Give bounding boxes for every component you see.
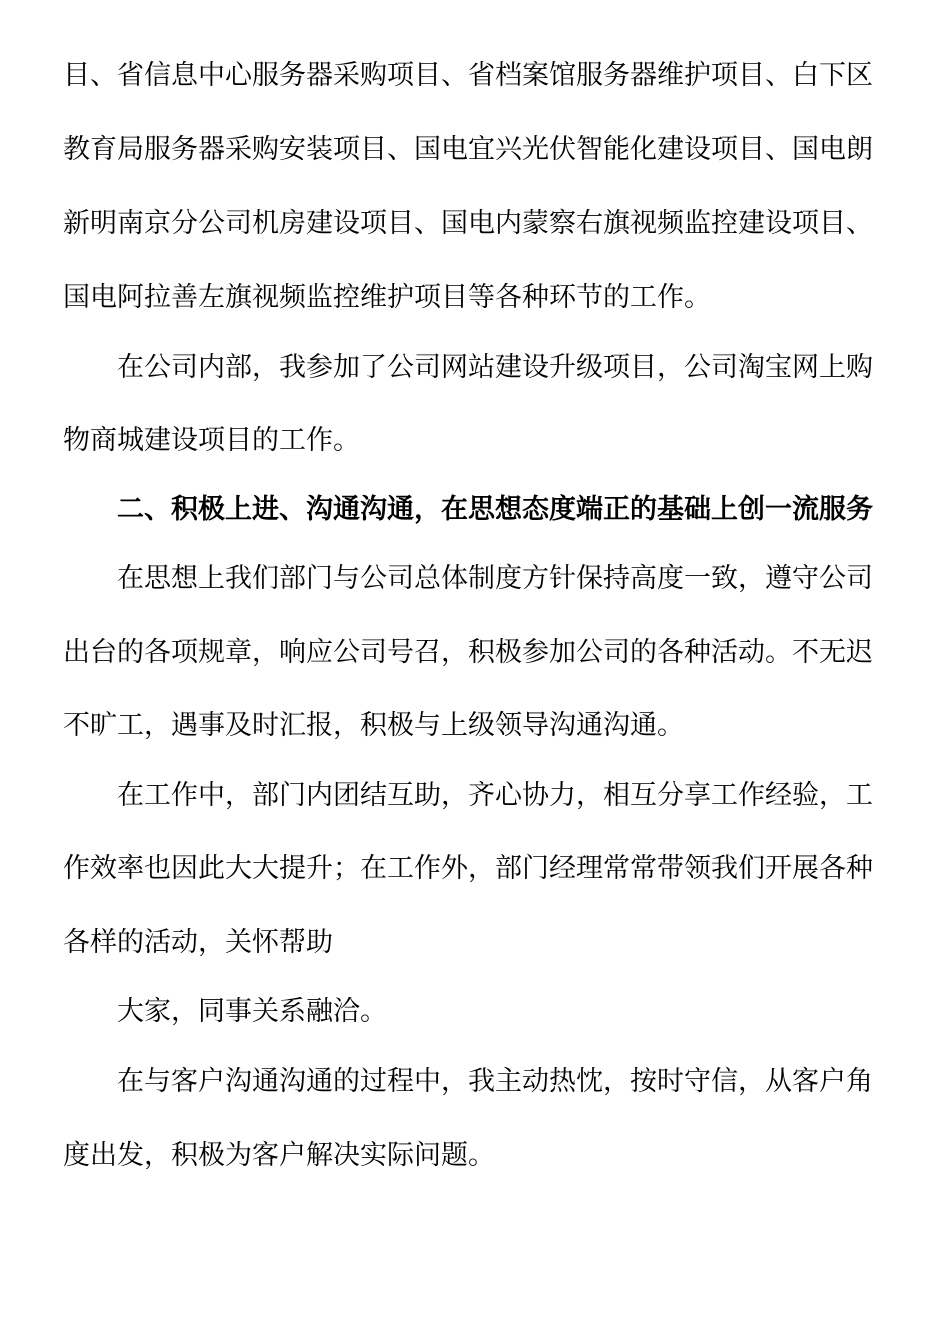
paragraph-line: 新明南京分公司机房建设项目、国电内蒙察右旗视频监控建设项目、 [63,208,873,239]
paragraph-line: 物商城建设项目的工作。 [63,425,360,456]
paragraph-line: 不旷工，遇事及时汇报，积极与上级领导沟通沟通。 [63,710,684,741]
paragraph-line: 在与客户沟通沟通的过程中，我主动热忱，按时守信，从客户角 [117,1066,873,1097]
paragraph-line: 大家，同事关系融洽。 [117,996,387,1027]
paragraph-line: 出台的各项规章，响应公司号召，积极参加公司的各种活动。不无迟 [63,637,873,668]
paragraph-line: 作效率也因此大大提升；在工作外，部门经理常常带领我们开展各种 [63,853,873,884]
paragraph-line: 度出发，积极为客户解决实际问题。 [63,1140,495,1171]
paragraph-line: 教育局服务器采购安装项目、国电宜兴光伏智能化建设项目、国电朗 [63,134,873,165]
paragraph-line: 国电阿拉善左旗视频监控维护项目等各种环节的工作。 [63,282,711,313]
paragraph-line: 各样的活动，关怀帮助 [63,927,333,958]
paragraph-line: 在思想上我们部门与公司总体制度方针保持高度一致，遵守公司 [117,563,873,594]
paragraph-line: 目、省信息中心服务器采购项目、省档案馆服务器维护项目、白下区 [63,60,873,91]
paragraph-line: 在工作中，部门内团结互助，齐心协力，相互分享工作经验，工 [117,780,873,811]
paragraph-line: 在公司内部，我参加了公司网站建设升级项目，公司淘宝网上购 [117,352,873,383]
section-heading: 二、积极上进、沟通沟通，在思想态度端正的基础上创一流服务 [117,494,873,525]
